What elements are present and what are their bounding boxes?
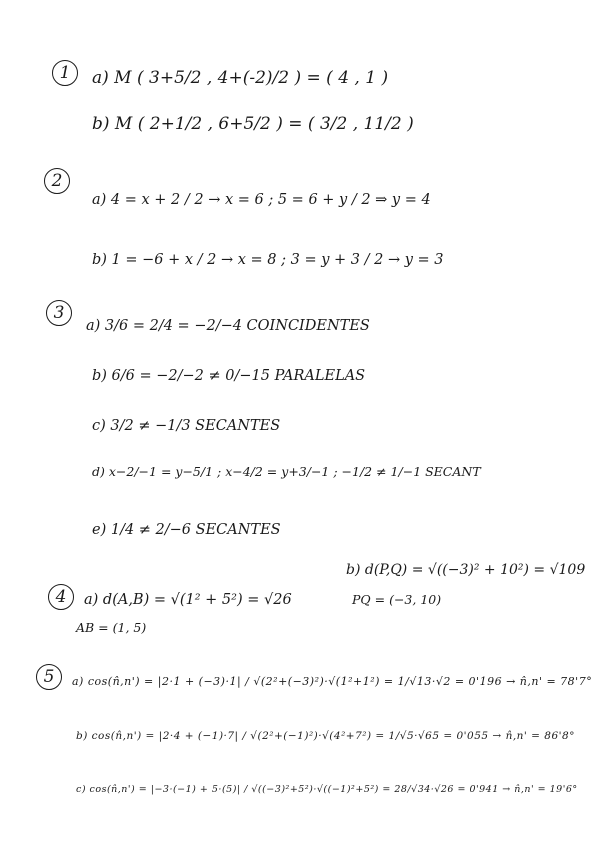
exercise-3-line-d: d) x−2/−1 = y−5/1 ; x−4/2 = y+3/−1 ; −1/2 ≠ 1/−1 SECANT bbox=[92, 464, 481, 479]
exercise-1-line-a: a) M ( 3+5/2 , 4+(-2)/2 ) = ( 4 , 1 ) bbox=[92, 68, 389, 88]
exercise-3-line-a: a) 3/6 = 2/4 = −2/−4 COINCIDENTES bbox=[86, 318, 370, 334]
exercise-5-line-c: c) cos(n̂,n') = |−3·(−1) + 5·(5)| / √((−3)²+5²)·√((−1)²+5²) = 28/√34·√26 = 0'941 → n̂,n' = 19'6° bbox=[76, 784, 578, 795]
exercise-4-vector-pq: PQ = (−3, 10) bbox=[352, 592, 442, 607]
exercise-4-line-b: b) d(P,Q) = √((−3)² + 10²) = √109 bbox=[346, 562, 586, 578]
exercise-2-line-b: b) 1 = −6 + x / 2 → x = 8 ; 3 = y + 3 / 2 → y = 3 bbox=[92, 252, 444, 268]
exercise-number-4: 4 bbox=[48, 584, 74, 610]
exercise-5-line-b: b) cos(n̂,n') = |2·4 + (−1)·7| / √(2²+(−1)²)·√(4²+7²) = 1/√5·√65 = 0'055 → n̂,n' = 86'8° bbox=[76, 730, 575, 742]
exercise-number-3: 3 bbox=[46, 300, 72, 326]
exercise-2-line-a: a) 4 = x + 2 / 2 → x = 6 ; 5 = 6 + y / 2 ⇒ y = 4 bbox=[92, 192, 431, 208]
exercise-5-line-a: a) cos(n̂,n') = |2·1 + (−3)·1| / √(2²+(−3)²)·√(1²+1²) = 1/√13·√2 = 0'196 → n̂,n' = 78'7° bbox=[72, 675, 593, 688]
exercise-3-line-c: c) 3/2 ≠ −1/3 SECANTES bbox=[92, 418, 281, 434]
exercise-number-5: 5 bbox=[36, 664, 62, 690]
exercise-number-1: 1 bbox=[52, 60, 78, 86]
exercise-4-line-a: a) d(A,B) = √(1² + 5²) = √26 bbox=[84, 592, 292, 608]
exercise-4-vector-ab: AB = (1, 5) bbox=[76, 620, 147, 635]
exercise-1-line-b: b) M ( 2+1/2 , 6+5/2 ) = ( 3/2 , 11/2 ) bbox=[92, 114, 414, 134]
exercise-3-line-b: b) 6/6 = −2/−2 ≠ 0/−15 PARALELAS bbox=[92, 368, 366, 384]
exercise-3-line-e: e) 1/4 ≠ 2/−6 SECANTES bbox=[92, 522, 281, 538]
exercise-number-2: 2 bbox=[44, 168, 70, 194]
